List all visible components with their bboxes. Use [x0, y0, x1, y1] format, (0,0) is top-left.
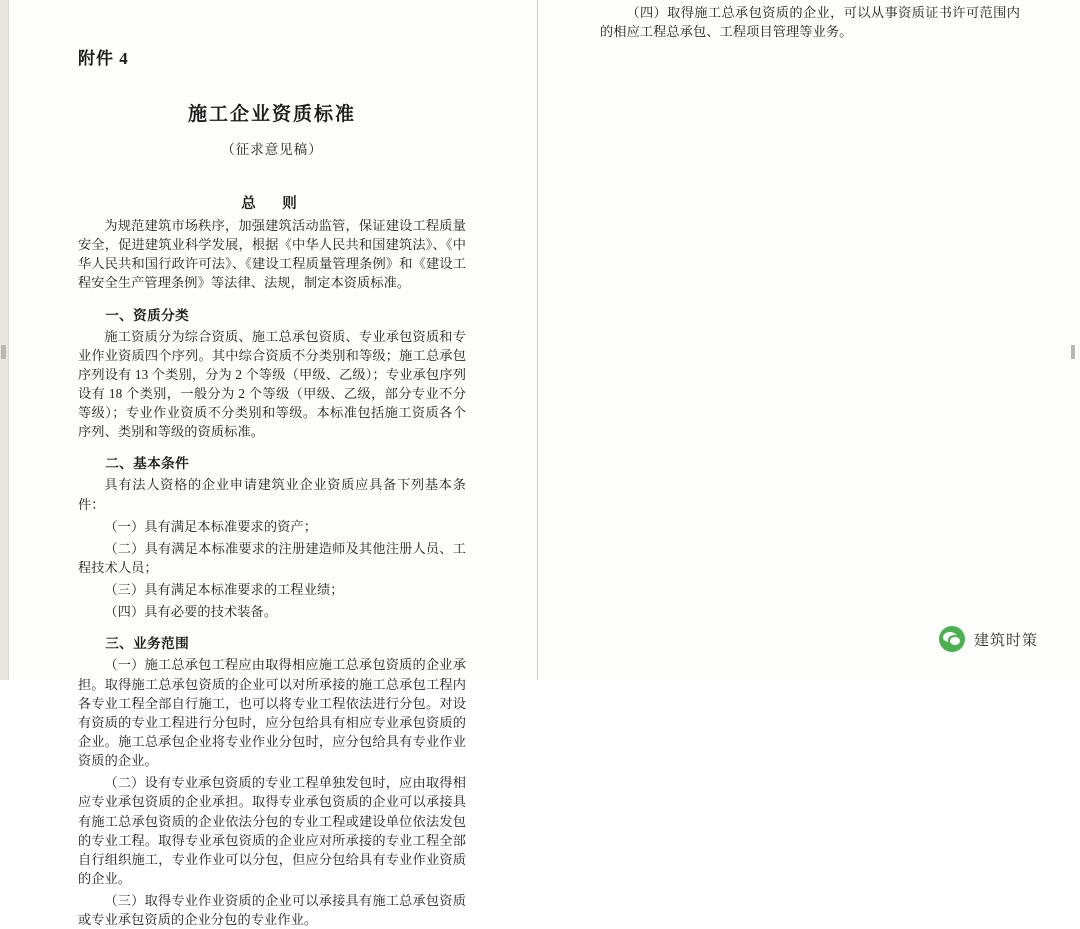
heading-business-scope: 三、业务范围 — [105, 636, 190, 652]
list-item-basic-4: （四）具有必要的技术装备。 — [104, 604, 278, 620]
section-heading-general: 总 则 — [241, 196, 303, 212]
list-item-basic-2: （二）具有满足本标准要求的注册建造师及其他注册人员、工程技术人员； — [78, 540, 466, 575]
binder-mark-right — [1071, 345, 1075, 359]
document-page-left — [0, 0, 538, 928]
paragraph-scope-2: （二）设有专业承包资质的专业工程单独发包时，应由取得相应专业承包资质的企业承担。取得专业承包资质的企业可以承接具有施工总承包资质的企业依法分包的专业工程或建设单位依法发包的专业工程。取得专业承包资质的企业应对所承接的专业工程全部自行组织施工，专业作业可以分包，但应分包给具有专业作业资质的企业。 — [78, 775, 466, 886]
heading-basic-conditions: 二、基本条件 — [105, 456, 190, 472]
list-item-basic-3: （三）具有满足本标准要求的工程业绩； — [104, 582, 344, 598]
paragraph-scope-3: （三）取得专业作业资质的企业可以承接具有施工总承包资质或专业承包资质的企业分包的专业作业。 — [78, 893, 466, 928]
heading-classification: 一、资质分类 — [105, 307, 190, 323]
binder-mark-left — [1, 345, 6, 359]
page-left-content — [78, 0, 466, 929]
paragraph-scope-4: （四）取得施工总承包资质的企业，可以从事资质证书许可范围内的相应工程总承包、工程项目管理等业务。 — [600, 5, 1020, 40]
page-right-content — [600, 0, 1020, 41]
paragraph-basic-intro: 具有法人资格的企业申请建筑业企业资质应具备下列基本条件： — [78, 477, 466, 512]
paragraph-scope-1: （一）施工总承包工程应由取得相应施工总承包资质的企业承担。取得施工总承包资质的企业可以对所承接的施工总承包工程内各专业工程全部自行施工，也可以将专业工程依法进行分包。对设有资质的专业工程进行分包时，应分包给具有相应专业承包资质的企业。施工总承包企业将专业作业分包时，应分包给具有专业作业资质的企业。 — [78, 657, 466, 769]
wechat-icon — [939, 626, 965, 652]
watermark-badge — [939, 626, 1038, 652]
page-title: 施工企业资质标准 — [187, 104, 356, 125]
paragraph-general-1: 为规范建筑市场秩序，加强建筑活动监管，保证建设工程质量安全，促进建筑业科学发展，根据《中华人民共和国建筑法》、《中华人民共和国行政许可法》、《建设工程质量管理条例》和《建设工程安全生产管理条例》等法律、法规，制定本资质标准。 — [78, 218, 466, 291]
page-subtitle: （征求意见稿） — [221, 142, 323, 157]
list-item-basic-1: （一）具有满足本标准要求的资产； — [104, 518, 317, 534]
paragraph-classification-1: 施工资质分为综合资质、施工总承包资质、专业承包资质和专业作业资质四个序列。其中综合资质不分类别和等级；施工总承包序列设有 13 个类别，分为 2 个等级（甲级、乙级）；专业承包序列设有 18 个类别，一般分为 2 个等级（甲级、乙级，部分专业不分等级）；专业作业资质不分类别和等级。本标准包括施工资质各个序列、类别和等级的资质标准。 — [78, 328, 466, 440]
attachment-label: 附件 4 — [78, 49, 129, 68]
page-gutter-left — [0, 0, 9, 680]
watermark-account-name: 建筑时策 — [973, 631, 1038, 649]
document-page-right — [538, 0, 1080, 680]
